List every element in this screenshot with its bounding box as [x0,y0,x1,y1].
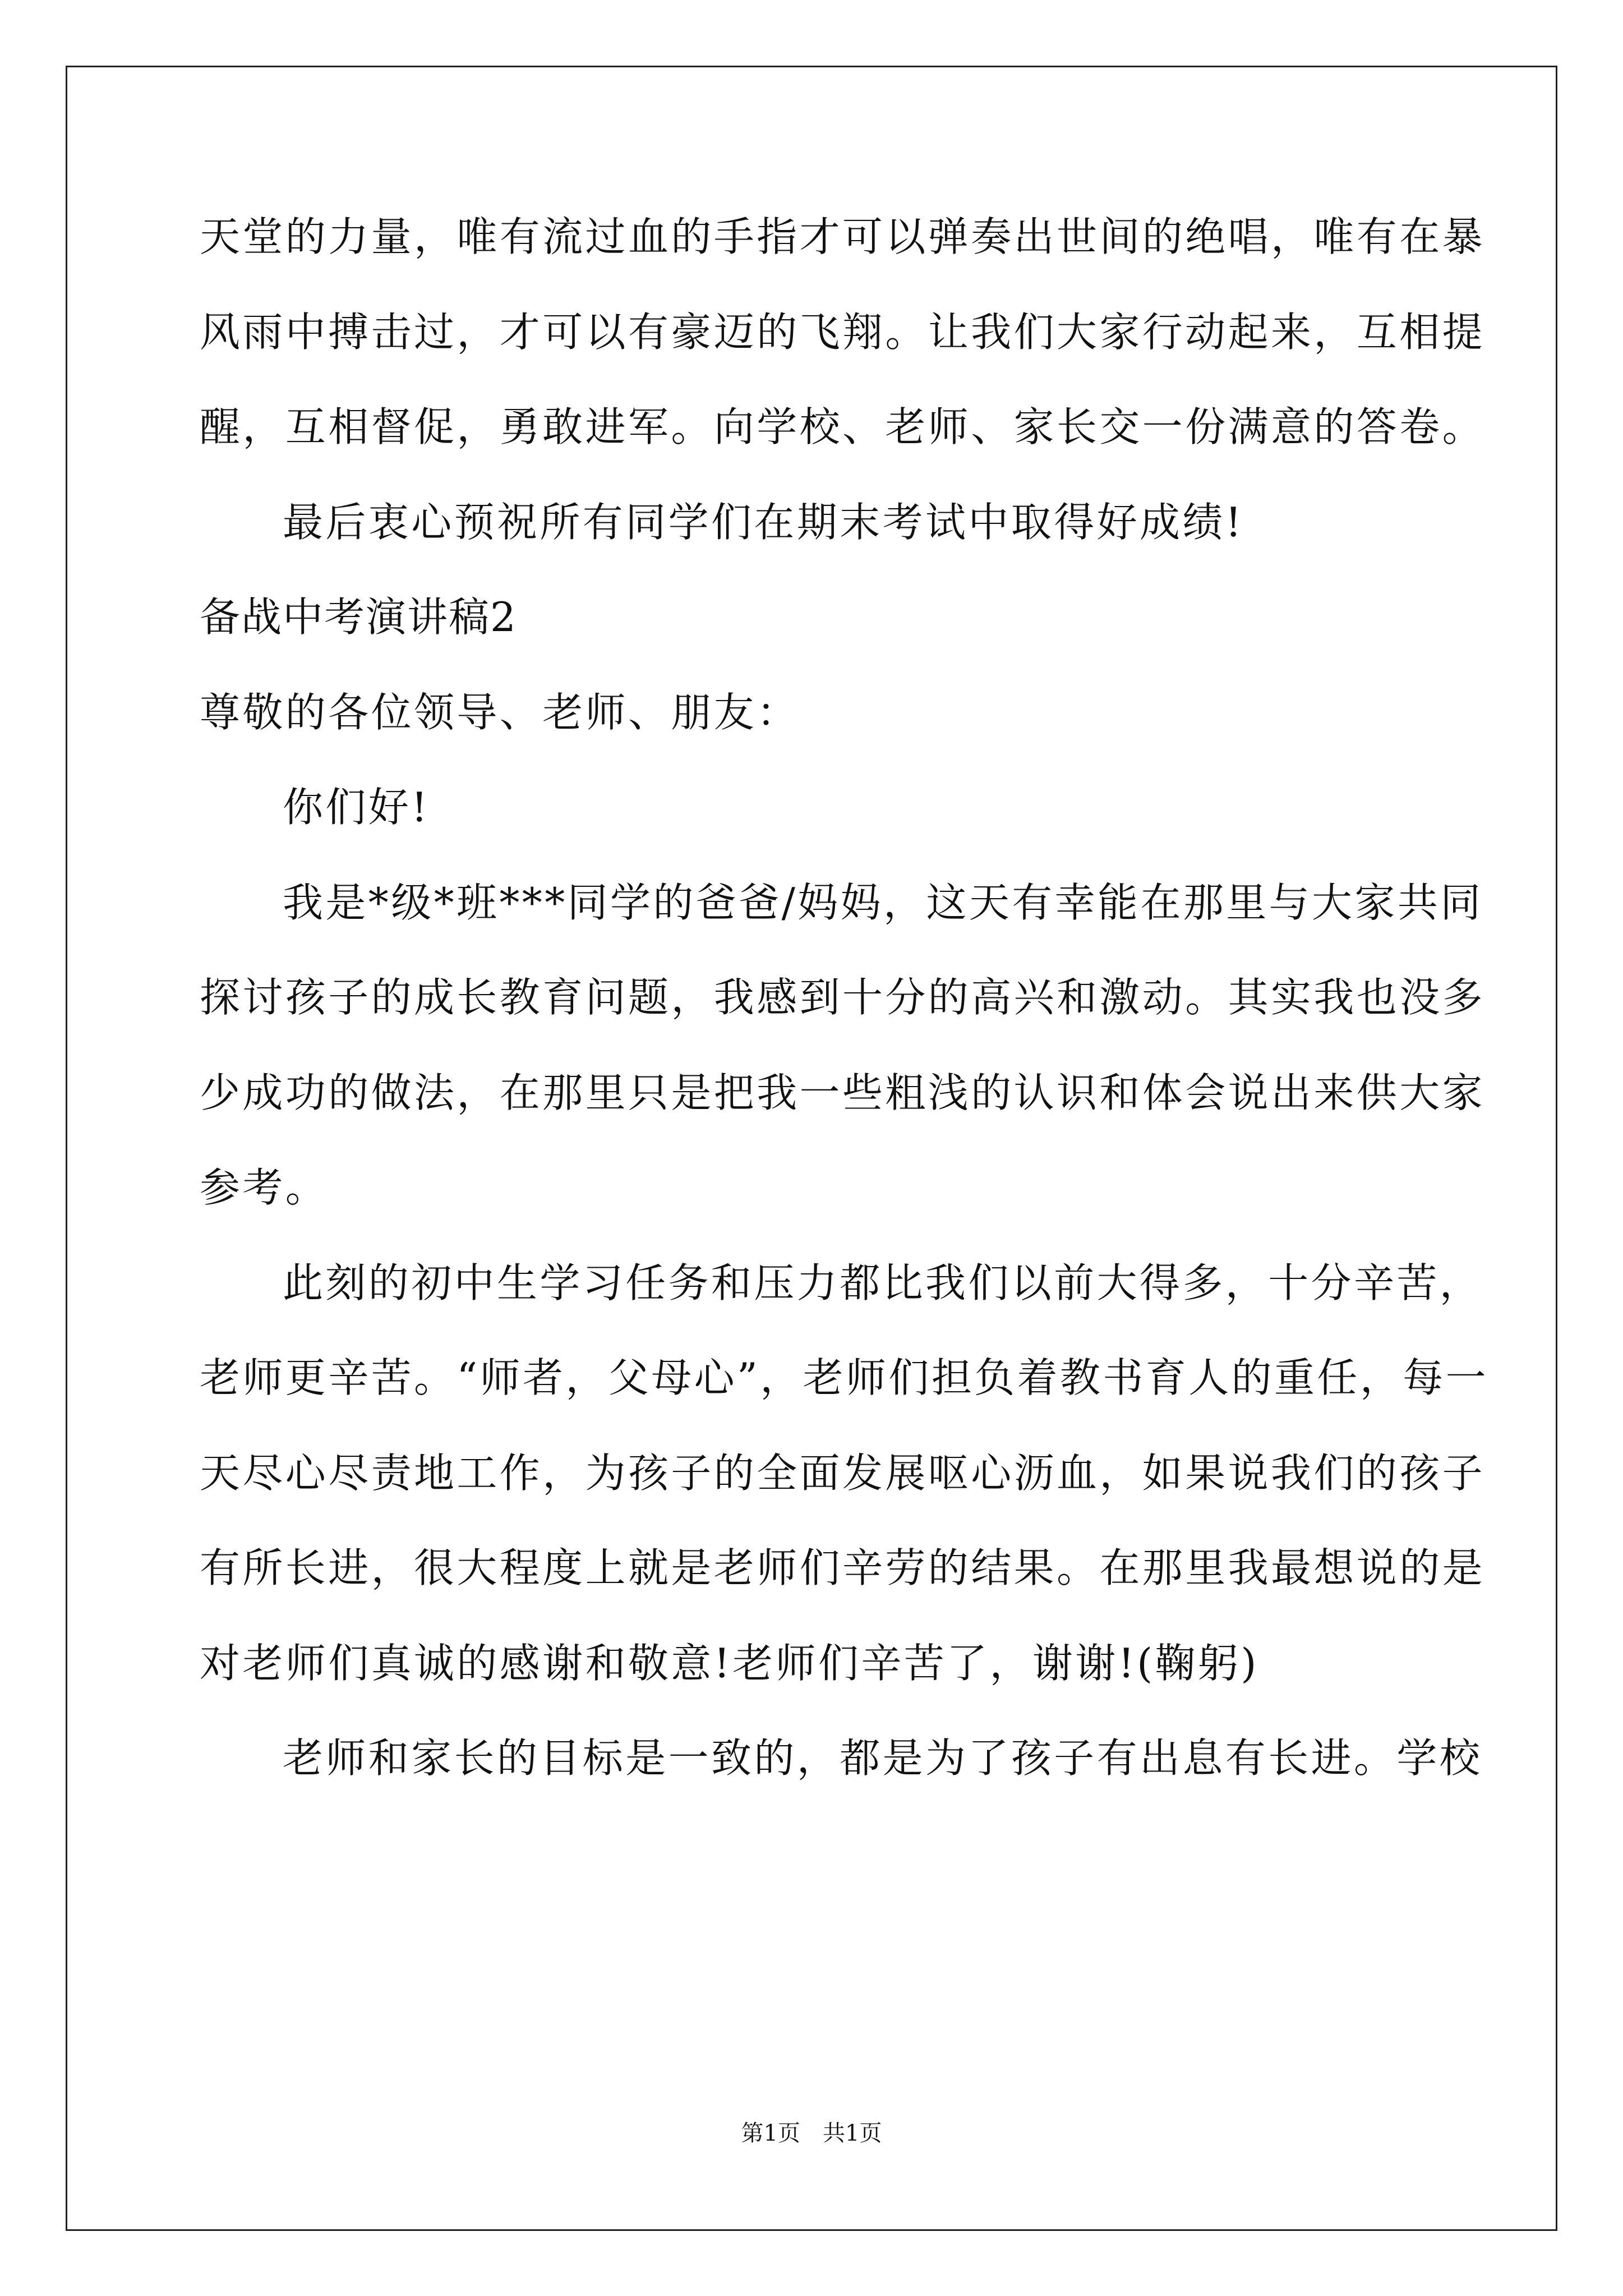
salutation: 尊敬的各位领导、老师、朋友： [200,688,800,736]
text-line: 风雨中搏击过，才可以有豪迈的飞翔。让我们大家行动起来，互相提 [200,308,1486,356]
document-body [200,197,1489,1814]
text-line: 参考。 [200,1164,329,1211]
text-line: 老师更辛苦。“师者，父母心”，老师们担负着教书育人的重任，每一 [200,1354,1489,1401]
text-line: 对老师们真诚的感谢和敬意!老师们辛苦了，谢谢!(鞠躬) [200,1639,1259,1687]
text-line: 探讨孩子的成长教育问题，我感到十分的高兴和激动。其实我也没多 [200,974,1486,1021]
text-line: 天堂的力量，唯有流过血的手指才可以弹奏出世间的绝唱，唯有在暴 [200,213,1486,260]
section-heading: 备战中考演讲稿2 [200,593,517,641]
text-line: 老师和家长的目标是一致的，都是为了孩子有出息有长进。学校 [283,1734,1483,1782]
greeting: 你们好! [283,784,430,831]
page-footer: 第1页 共1页 [741,2120,882,2146]
text-line: 最后衷心预祝所有同学们在期末考试中取得好成绩! [283,498,1244,546]
text-line: 我是*级*班***同学的爸爸/妈妈，这天有幸能在那里与大家共同 [283,878,1483,926]
text-line: 醒，互相督促，勇敢进军。向学校、老师、家长交一份满意的答卷。 [200,403,1486,450]
text-line: 天尽心尽责地工作，为孩子的全面发展呕心沥血，如果说我们的孩子 [200,1449,1486,1497]
text-line: 少成功的做法，在那里只是把我一些粗浅的认识和体会说出来供大家 [200,1069,1486,1116]
text-line: 有所长进，很大程度上就是老师们辛劳的结果。在那里我最想说的是 [200,1544,1486,1591]
text-line: 此刻的初中生学习任务和压力都比我们以前大得多，十分辛苦， [283,1259,1483,1306]
